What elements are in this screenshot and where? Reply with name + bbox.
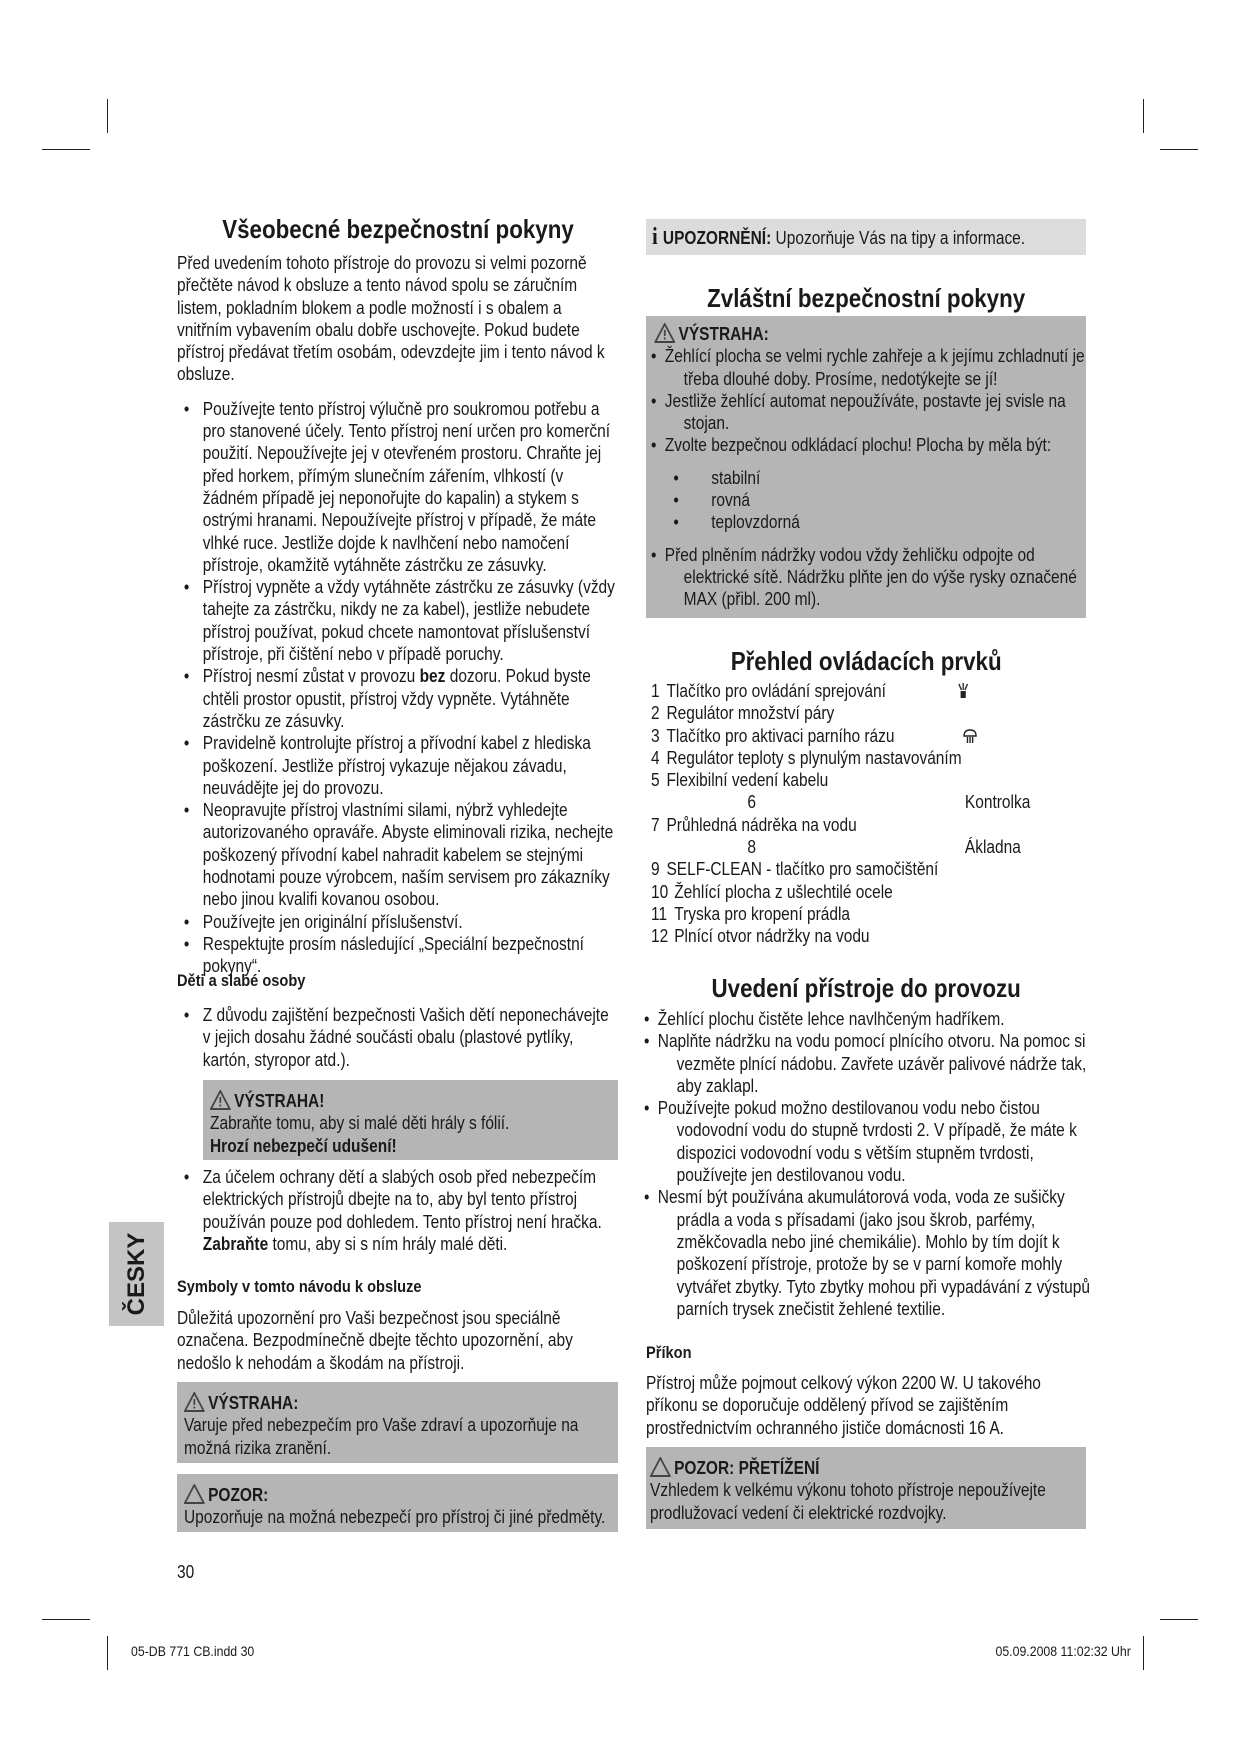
children-list-2 (177, 1166, 619, 1255)
list-item: • Žehlící plochu čistěte lehce navlhčeným hadříkem. (644, 1009, 1005, 1029)
sub-item: • rovná (673, 490, 750, 511)
control-number: 2 (651, 703, 660, 724)
control-label: Kontrolka (964, 792, 1031, 813)
safety-list (177, 398, 619, 978)
children-heading: Děti a slabé osoby (177, 971, 306, 990)
control-item (651, 903, 1090, 925)
control-item (651, 814, 1090, 836)
control-item (651, 747, 1090, 769)
power-heading: Příkon (646, 1343, 692, 1362)
footer-file: 05-DB 771 CB.indd 30 (131, 1643, 255, 1659)
control-label: Ákladna (964, 837, 1021, 858)
list-item: • Z důvodu zajištění bezpečnosti Vašich dětí neponechávejte v jejich dosahu žádné součásti obalu (plastové pytlíky, kartón, styropor atd.). (183, 1005, 609, 1070)
control-number: 12 (651, 926, 669, 947)
control-number: 9 (651, 859, 660, 880)
list-item: • Naplňte nádržku na vodu pomocí plnícího otvoru. Na pomoc si vezměte plnící nádobu. Zavřete uzávěr palivové nádrže tak, aby zaklapl. (644, 1031, 1087, 1096)
symbols-heading: Symboly v tomto návodu k obsluze (177, 1277, 422, 1296)
control-label: Plnící otvor nádržky na vodu (674, 926, 870, 947)
control-item (651, 680, 1090, 702)
control-number: 11 (651, 903, 668, 924)
list-item: • Pravidelně kontrolujte přístroj a přívodní kabel z hlediska poškození. Jestliže přístroj vykazuje nějakou závadu, neuvádějte jej do provozu. (183, 733, 591, 798)
list-item: • Neopravujte přístroj vlastními silami, nýbrž vyhledejte autorizovaného opraváře. Abyste eliminovali rizika, nechejte poškozený přívodní kabel nahradit kabelem se stejnými hodnotami pouze výrobcem, naším servisem pro zákazníky nebo jinou kvalifi kovanou osobou. (183, 800, 614, 910)
control-item (651, 836, 1090, 858)
list-item: • Přístroj vypněte a vždy vytáhněte zástrčku ze zásuvky (vždy tahejte za zástrčku, nikdy ne za kabel), jestliže nebudete přístroj používat, pokud chcete namontovat příslušenství přístroje, při čištění nebo v případě poruchy. (183, 577, 615, 665)
children-warning: VÝSTRAHA! Zabraňte tomu, aby si malé děti hrály s fólií. Hrozí nebezpečí udušení! (210, 1090, 614, 1157)
sub-item: • stabilní (673, 467, 761, 488)
power-paragraph: Přístroj může pojmout celkový výkon 2200 W. U takového příkonu se doporučuje oddělený přívod se zajištěním prostřednictvím ochranného jističe domácnosti 16 A. (646, 1373, 1041, 1438)
page-number: 30 (177, 1562, 195, 1582)
control-number: 6 (747, 792, 756, 813)
control-item (651, 858, 1090, 880)
list-item: • Před plněním nádržky vodou vždy žehličku odpojte od elektrické sítě. Nádržku plňte jen do výše rysky označené MAX (přibl. 200 ml). (651, 544, 1077, 610)
warning-icon (654, 323, 675, 343)
list-item: • Žehlící plocha se velmi rychle zahřeje a k jejímu zchladnutí je třeba dlouhé doby. Prosíme, nedotýkejte se jí! (651, 346, 1085, 389)
crop-mark (42, 149, 90, 150)
footer-date: 05.09.2008 11:02:32 Uhr (995, 1643, 1131, 1659)
controls-title: Přehled ovládacích prvků (730, 646, 1002, 676)
control-number: 8 (747, 837, 756, 858)
section-title: Všeobecné bezpečnostní pokyny (222, 214, 574, 244)
caution-triangle-icon (184, 1484, 205, 1504)
control-item (651, 925, 1090, 947)
warning-icon (184, 1392, 205, 1412)
caution-description: Upozorňuje na možná nebezpečí pro přístroj či jiné předměty. (184, 1507, 606, 1528)
control-number: 5 (651, 770, 660, 791)
startup-title: Uvedení přístroje do provozu (711, 973, 1021, 1003)
list-item: • Používejte pokud možno destilovanou vodu nebo čistou vodovodní vodu do stupně tvrdosti 2. V případě, že máte k dispozici vodovodní vodu s větším stupněm tvrdosti, používejte jen destilovanou vodu. (644, 1098, 1077, 1186)
control-label: Regulátor teploty s plynulým nastavováním (666, 747, 962, 768)
special-warning: VÝSTRAHA: • Žehlící plocha se velmi rychle zahřeje a k jejímu zchladnutí je třeba dlouhé doby. Prosíme, nedotýkejte se jí! • Jestliže žehlící automat nepoužíváte, postavte jej svisle na stojan. • Zvolte bezpečnou odkládací plochu! Plocha by měla být: • stabilní • rovná • teplovzdorná • Před plněním nádržky vodou vždy žehličku odpojte od elektrické sítě. Nádržku plňte jen do výše rysky označené MAX (přibl. 200 ml). (651, 324, 1085, 610)
language-tab: ČESKY (109, 1222, 164, 1326)
controls-list (651, 680, 1090, 948)
control-label: Průhledná nádrěka na vodu (666, 814, 857, 835)
control-number: 10 (651, 881, 669, 902)
control-label: SELF-CLEAN - tlačítko pro samočištění (666, 859, 939, 880)
list-item: • Jestliže žehlící automat nepoužíváte, postavte jej svisle na stojan. (651, 390, 1066, 434)
control-number: 7 (651, 814, 660, 835)
caution-symbol: POZOR: Upozorňuje na možná nebezpečí pro přístroj či jiné předměty. (184, 1484, 618, 1529)
caution-triangle-icon (650, 1457, 671, 1477)
control-item (651, 702, 1090, 724)
special-safety-title: Zvláštní bezpečnostní pokyny (707, 283, 1026, 313)
steam-burst-icon (962, 727, 977, 745)
warning-text: Zabraňte tomu, aby si malé děti hrály s fólií. (210, 1113, 510, 1134)
info-icon: i (652, 224, 658, 250)
crop-mark (1143, 99, 1144, 133)
control-label: Tryska pro kropení prádla (674, 903, 851, 924)
intro-paragraph: Před uvedením tohoto přístroje do provozu si velmi pozorně přečtěte návod k obsluze a tento návod spolu se záručním listem, pokladním blokem a podle možností i s obalem a vnitřním vybavením obalu dobře uschovejte. Pokud budete přístroj předávat třetím osobám, odevzdejte jim i tento návod k obsluze. (177, 253, 605, 385)
control-number: 4 (651, 747, 660, 768)
crop-mark (107, 99, 108, 133)
warning-symbol: VÝSTRAHA: Varuje před nebezpečím pro Vaše zdraví a upozorňuje na možná rizika zranění. (184, 1392, 618, 1459)
control-item (651, 769, 1090, 791)
overload-text: Vzhledem k velkému výkonu tohoto přístroje nepoužívejte prodlužovací vedení či elektrické rozdvojky. (650, 1480, 1046, 1523)
symbols-paragraph: Důležitá upozornění pro Vaši bezpečnost jsou speciálně označena. Bezpodmínečně dbejte těchto upozornění, aby nedošlo k nehodám a škodám na přístroji. (177, 1308, 573, 1373)
children-list (177, 1004, 619, 1071)
crop-mark (1160, 149, 1198, 150)
control-number: 3 (651, 725, 660, 746)
spray-icon (955, 682, 970, 700)
list-item: • Používejte tento přístroj výlučně pro soukromou potřebu a pro stanovené účely. Tento přístroj není určen pro komerční použití. Nepoužívejte jej v otevřeném prostoru. Chraňte jej před horkem, přímým slunečním zářením, vlhkostí (v žádném případě jej neponořujte do kapalin) a stykem s ostrými hranami. Nepoužívejte přístroj v případě, že máte vlhké ruce. Jestliže dojde k navlhčení nebo namočení přístroje, okamžitě vytáhněte zástrčku ze zásuvky. (183, 398, 611, 575)
warning-description: Varuje před nebezpečím pro Vaše zdraví a upozorňuje na možná rizika zranění. (184, 1415, 579, 1458)
control-label: Regulátor množství páry (666, 703, 835, 724)
control-label: Tlačítko pro ovládání sprejování (666, 681, 886, 701)
crop-mark (107, 1636, 108, 1670)
crop-mark (1143, 1636, 1144, 1670)
control-label: Flexibilní vedení kabelu (666, 770, 829, 791)
list-item: • Přístroj nesmí zůstat v provozu bez dozoru. Pokud byste chtěli prostor opustit, přístroj vždy vypněte. Vytáhněte zástrčku ze zásuvky. (183, 666, 591, 731)
control-item (651, 725, 1090, 747)
control-item (651, 881, 1090, 903)
crop-mark (42, 1619, 90, 1620)
startup-list (644, 1008, 1091, 1320)
list-item: • Používejte jen originální příslušenství. (183, 911, 463, 932)
list-item: • Zvolte bezpečnou odkládací plochu! Plocha by měla být: (651, 435, 1052, 456)
note: i UPOZORNĚNÍ: Upozorňuje Vás na tipy a informace. (652, 224, 1026, 250)
control-number: 1 (651, 681, 660, 701)
sub-item: • teplovzdorná (673, 512, 800, 533)
overload-caution: POZOR: PŘETÍŽENÍ Vzhledem k velkému výkonu tohoto přístroje nepoužívejte prodlužovací vedení či elektrické rozdvojky. (650, 1457, 1085, 1524)
warning-icon (210, 1090, 231, 1110)
list-item: • Nesmí být používána akumulátorová voda, voda ze sušičky prádla a voda s přísadami (jako jsou škrob, parfémy, změkčovadla nebo jiné chemikálie). Mohlo by tím dojít k poškození přístroje, protože by se v parní komoře mohly vytvářet zbytky. Tyto zbytky mohou při vypadávání z výstupů parních trysek znečistit žehlené textilie. (644, 1187, 1090, 1319)
list-item: • Respektujte prosím následující „Speciální bezpečnostní pokyny“. (183, 933, 584, 977)
list-item: • Za účelem ochrany dětí a slabých osob před nebezpečím elektrických přístrojů dbejte na to, aby byl tento přístroj používán pouze pod dohledem. Tento přístroj není hračka. Zabraňte tomu, aby si s ním hrály malé děti. (183, 1167, 602, 1254)
control-item (651, 791, 1090, 813)
control-label: Tlačítko pro aktivaci parního rázu (666, 725, 895, 746)
warning-emphasis: Hrozí nebezpečí udušení! (210, 1135, 397, 1156)
crop-mark (1160, 1619, 1198, 1620)
general-safety-section (177, 214, 619, 978)
control-label: Žehlící plocha z ušlechtilé ocele (674, 881, 893, 902)
